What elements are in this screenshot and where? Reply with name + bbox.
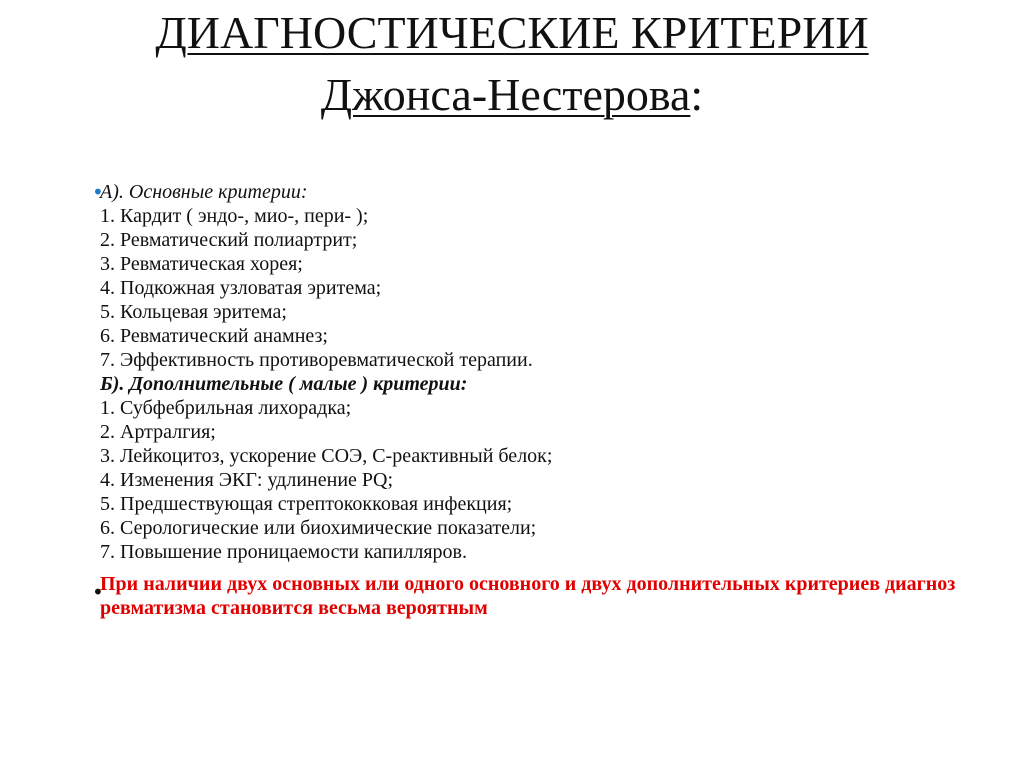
list-item: 3. Лейкоцитоз, ускорение СОЭ, С-реактивный белок; — [100, 445, 553, 467]
title-line-2 — [0, 64, 1024, 126]
list-item: 7. Эффективность противоревматической терапии. — [100, 349, 533, 371]
title-line-1 — [0, 2, 1024, 64]
list-item: 6. Ревматический анамнез; — [100, 325, 328, 347]
list-item: 1. Субфебрильная лихорадка; — [100, 397, 352, 419]
main-criteria-heading: А). Основные критерии: — [100, 181, 308, 203]
slide-title — [0, 2, 1024, 126]
list-item: 3. Ревматическая хорея; — [100, 253, 303, 275]
bullet-dot-icon: • — [92, 580, 104, 604]
conclusion-note: При наличии двух основных или одного основного и двух дополнительных критериев диагноз ревматизма становится весьма вероятным — [100, 573, 956, 619]
bullet-dot-icon: • — [92, 180, 104, 204]
criteria-content — [72, 180, 992, 620]
criteria-bullet — [72, 180, 992, 564]
criteria-list — [100, 180, 992, 564]
title-text-2: Джонса-Нестерова — [320, 69, 691, 120]
list-item: 2. Артралгия; — [100, 421, 216, 443]
additional-criteria-heading: Б). Дополнительные ( малые ) критерии: — [100, 373, 468, 395]
title-text-1: ДИАГНОСТИЧЕСКИЕ КРИТЕРИИ — [155, 7, 869, 58]
conclusion-bullet — [72, 572, 992, 620]
list-item: 4. Изменения ЭКГ: удлинение PQ; — [100, 469, 394, 491]
list-item: 4. Подкожная узловатая эритема; — [100, 277, 382, 299]
list-item: 5. Предшествующая стрептококковая инфекция; — [100, 493, 513, 515]
list-item: 2. Ревматический полиартрит; — [100, 229, 358, 251]
list-item: 5. Кольцевая эритема; — [100, 301, 287, 323]
list-item: 7. Повышение проницаемости капилляров. — [100, 541, 467, 563]
list-item: 1. Кардит ( эндо-, мио-, пери- ); — [100, 205, 369, 227]
list-item: 6. Серологические или биохимические показатели; — [100, 517, 537, 539]
title-colon: : — [690, 69, 704, 120]
